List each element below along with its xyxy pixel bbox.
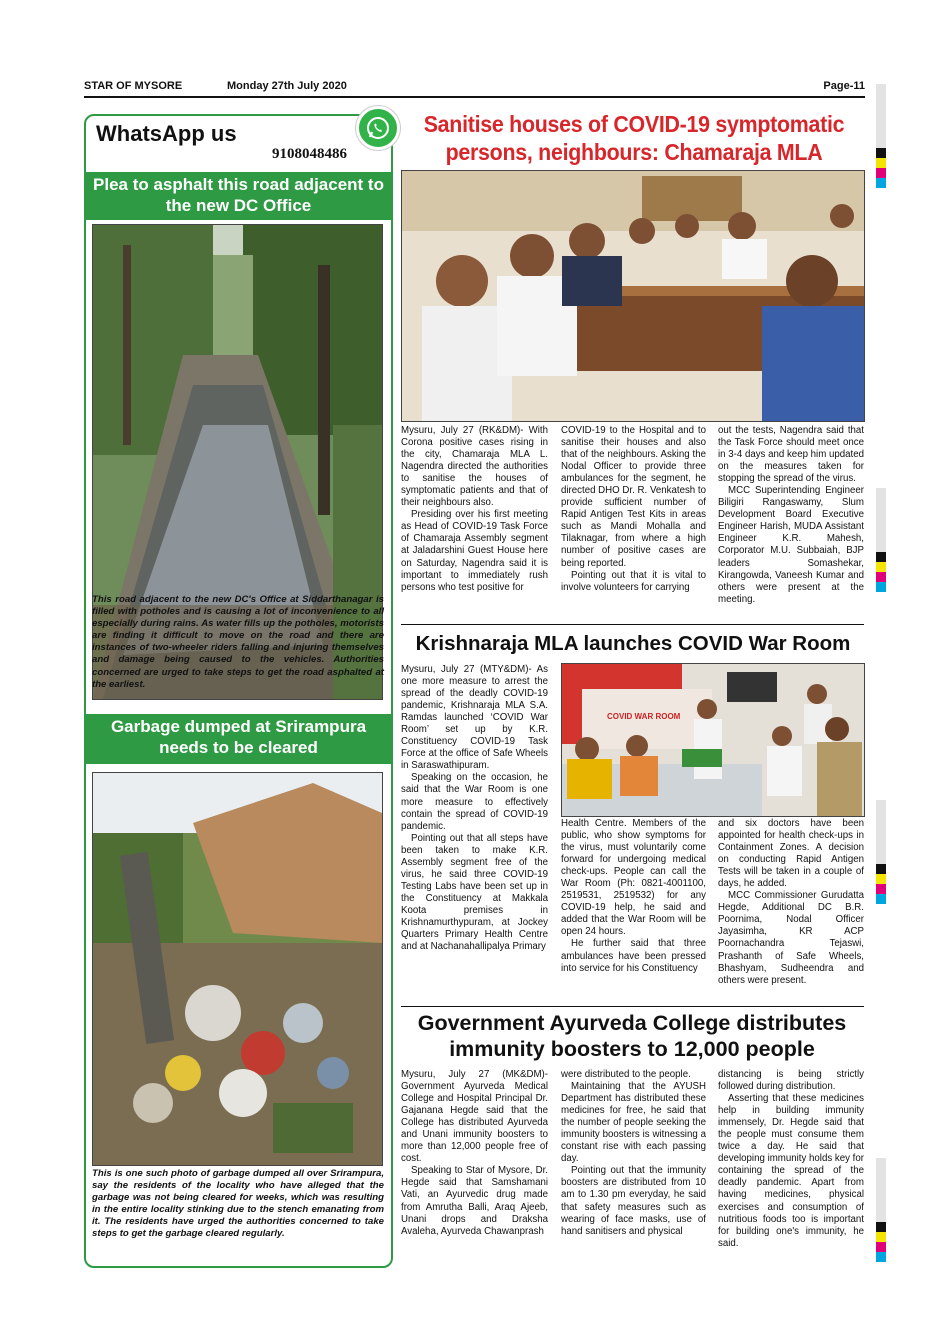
article-divider [401, 1006, 864, 1007]
paragraph: Mysuru, July 27 (MTY&DM)- As one more measure to arrest the spread of the deadly COVID-19 pandemic, Krishnaraja MLA S.A. Ramdas launched ‘COVID War Room’ set up by K.R. Constituency COVID-19 Task Force at the office of Safe Wheels in Saraswathipuram. [401, 664, 548, 772]
paragraph: out the tests, Nagendra said that the Task Force should meet once in 3-4 days and keep him updated on the measures taken for stopping the spread of the virus. [718, 425, 864, 485]
page-number: Page-11 [823, 80, 865, 92]
whatsapp-sidebar [84, 114, 393, 1268]
article3-column-2 [561, 1069, 706, 1238]
article-divider [401, 624, 864, 625]
paragraph: Asserting that these medicines help in building immunity immensely, Dr. Hegde said that the people must consume them twice a day. He said that developing immunity holds key for containing the spread of the deadly pandemic. Apart from having medicines, physical exercises and consumption of nutritious foods too is important for building one's immunity, he said. [718, 1093, 864, 1249]
registration-marks [876, 1158, 886, 1262]
article2-column-1 [401, 664, 548, 953]
paragraph: Maintaining that the AYUSH Department has distributed these medicines for free, he said that the number of people seeking the immunity boosters is witnessing a constant rise with each passing day. [561, 1081, 706, 1165]
registration-marks [876, 488, 886, 592]
header-rule [84, 96, 865, 98]
banner-text: COVID WAR ROOM [607, 712, 681, 721]
whatsapp-number: 9108048486 [272, 146, 347, 162]
issue-date: Monday 27th July 2020 [227, 80, 347, 92]
paragraph: Pointing out that all steps have been taken to make K.R. Assembly segment free of the virus, he said three COVID-19 Testing Labs have been set up in the Constituency at Makkala Koota premises in Krishnamurthypuram, at Jockey Quarters Primary Health Centre and at Nachanahallipalya Primary [401, 832, 548, 953]
whatsapp-icon [356, 106, 400, 150]
registration-marks [876, 84, 886, 188]
paragraph: distancing is being strictly followed during distribution. [718, 1069, 864, 1093]
article2-column-2 [561, 818, 706, 975]
paragraph: Pointing out that the immunity boosters are distributed from 10 am to 1.30 pm everyday, he said that safety measures such as wearing of face masks, use of hand sanitisers and physical [561, 1165, 706, 1237]
paragraph: and six doctors have been appointed for health check-ups in Containment Zones. A decision on conducting Rapid Antigen Tests will be taken in a couple of days, he added. [718, 818, 864, 890]
paragraph: Mysuru, July 27 (MK&DM)- Government Ayurveda Medical College and Hospital Principal Dr. Gajanana Hegde said that the College has distributed Ayurveda and Unani immunity boosters to more than 12,000 people free of cost. [401, 1069, 548, 1165]
paragraph: were distributed to the people. [561, 1069, 691, 1080]
meeting-photo [401, 170, 865, 422]
story1-caption: This road adjacent to the new DC's Office at Siddarthanagar is filled with potholes and is causing a lot of inconvenience to all especially during rains. As water fills up the potholes, motorists are finding it difficult to move on the road and there are instances of two-wheeler riders falling and injuring themselves and damage being caused to the vehicles. Authorities concerned are urged to take steps to get the road asphalted at the earliest. [92, 594, 384, 690]
article1-headline: Sanitise houses of COVID-19 symptomatic persons, neighbours: Chamaraja MLA [423, 111, 845, 165]
article2-headline: Krishnaraja MLA launches COVID War Room [415, 632, 851, 655]
article1-column-3 [718, 425, 864, 606]
paragraph: Health Centre. Members of the public, who show symptoms for the virus, must voluntarily come forward for undergoing medical check-ups. People can call the War Room (Ph: 0821-4001100, 2519531, 2519532) for any COVID-19 help, he said and added that the War Room will be open 24 hours. [561, 818, 706, 938]
paragraph: Speaking on the occasion, he said that the War Room is one more measure to effectively contain the spread of COVID-19 pandemic. [401, 772, 548, 832]
paragraph: Pointing out that it is vital to involve volunteers for carrying [561, 569, 706, 593]
registration-marks [876, 800, 886, 904]
article1-column-1 [401, 425, 548, 594]
article1-column-2 [561, 425, 706, 594]
paragraph: He further said that three ambulances have been pressed into service for his Constituency [561, 938, 706, 974]
article3-column-3 [718, 1069, 864, 1250]
masthead [84, 80, 865, 96]
garbage-photo [92, 772, 383, 1166]
paragraph: MCC Commissioner Gurudatta Hegde, Additional DC B.R. Poornima, Nodal Officer Jayasimha, KR ACP Poornachandra Tejaswi, Prashanth of Safe Wheels, Bhashyam, Sudheendra and others were present. [718, 890, 864, 986]
story2-headline: Garbage dumped at Srirampura needs to be cleared [86, 714, 391, 764]
article3-headline: Government Ayurveda College distributes immunity boosters to 12,000 people [417, 1011, 847, 1061]
story2-caption: This is one such photo of garbage dumped all over Srirampura, say the residents of the locality who have alleged that the garbage was not being cleared for weeks, which was resulting in the entire locality stinking due to the stench emanating from it. The residents have urged the authorities concerned to take steps to get the garbage cleared regularly. [92, 1168, 384, 1240]
story1-headline: Plea to asphalt this road adjacent to the new DC Office [86, 172, 391, 220]
paragraph: COVID-19 to the Hospital and to sanitise their houses and also that of the neighbours. Asking the Nodal Officer to provide three ambulances for the segment, he directed DHO Dr. R. Venkatesh to provide sufficient number of Rapid Antigen Test Kits in areas such as Mandi Mohalla and Tilaknagar, from where a high number of positive cases are being reported. [561, 425, 706, 569]
war-room-photo [561, 663, 865, 817]
article3-column-1 [401, 1069, 548, 1238]
paragraph: MCC Superintending Engineer Biligiri Rangaswamy, Slum Development Board Executive Engineer Harish, MUDA Assistant Engineer K.R. Mahesh, Corporator M.U. Subbaiah, BJP leaders Somashekar, Kirangowda, Vaneesh Kumar and others were present at the meeting. [718, 485, 864, 605]
article2-column-3 [718, 818, 864, 987]
paragraph: Mysuru, July 27 (RK&DM)- With Corona positive cases rising in the city, Chamaraja MLA L. Nagendra directed the authorities to sanitise the houses of symptomatic patients and that of their neighbours also. [401, 425, 548, 509]
paragraph: Presiding over his first meeting as Head of COVID-19 Task Force of Chamaraja Assembly segment at Jaladarshini Guest House here on Saturday, Nagendra said it is important to immediately rush persons who test positive for [401, 509, 548, 593]
publication-name: STAR OF MYSORE [84, 80, 183, 92]
paragraph: Speaking to Star of Mysore, Dr. Hegde said that Samshamani Vati, an Ayurvedic drug made from Amrutha Balli, Araq Ajeeb, Unani drops and Draksha Avaleha, Ayurveda Chawanprash [401, 1165, 548, 1237]
whatsapp-title: WhatsApp us [96, 121, 237, 146]
